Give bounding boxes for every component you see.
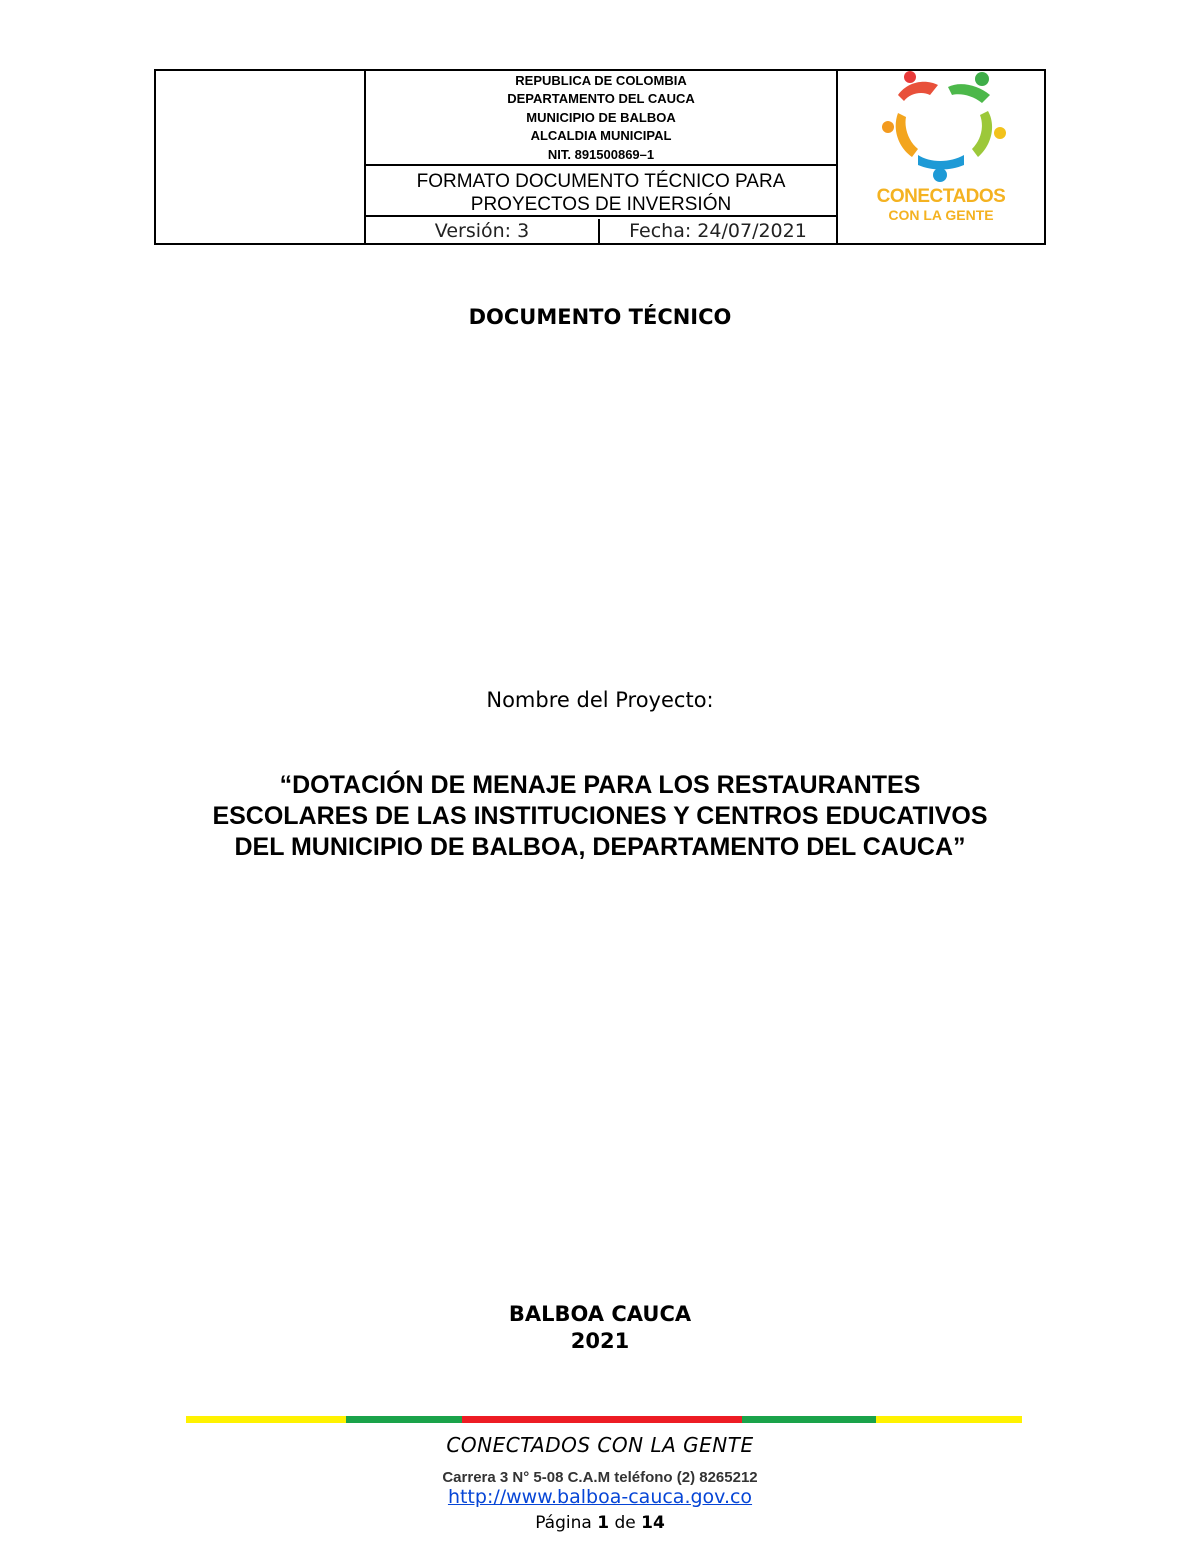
document-title: DOCUMENTO TÉCNICO	[468, 305, 732, 329]
format-title	[366, 168, 836, 217]
place-year-block	[0, 1301, 1200, 1355]
year: 2021	[570, 1329, 630, 1353]
institution-line: MUNICIPIO DE BALBOA	[526, 109, 676, 125]
footer-stripe-yellow-right	[876, 1416, 1022, 1423]
footer-address: Carrera 3 N° 5-08 C.A.M teléfono (2) 8265212	[442, 1469, 758, 1486]
footer-website-link[interactable]: http://www.balboa-cauca.gov.co	[447, 1486, 753, 1508]
logo-text-line2: CON LA GENTE	[888, 207, 994, 223]
institution-line: DEPARTAMENTO DEL CAUCA	[507, 91, 695, 107]
project-name-line: ESCOLARES DE LAS INSTITUCIONES Y CENTROS EDUCATIVOS	[212, 802, 988, 830]
institution-line: NIT. 891500869–1	[547, 146, 655, 162]
page-number	[0, 1513, 1200, 1533]
page-prefix: Página	[535, 1513, 592, 1533]
place-name: BALBOA CAUCA	[508, 1302, 692, 1326]
format-title-line: PROYECTOS DE INVERSIÓN	[470, 194, 732, 215]
institution-block	[366, 71, 836, 166]
version-cell: Versión: 3	[366, 219, 600, 243]
format-title-line: FORMATO DOCUMENTO TÉCNICO PARA	[416, 171, 786, 192]
header-center-cell	[366, 71, 838, 243]
institution-line: ALCALDIA MUNICIPAL	[530, 128, 672, 144]
header-logo-cell	[838, 71, 1044, 243]
people-circle-logo-icon	[878, 71, 1008, 183]
page-current: 1	[597, 1513, 610, 1533]
logo-text-line1: CONECTADOS	[876, 186, 1006, 207]
project-label: Nombre del Proyecto:	[486, 688, 714, 712]
project-name-line: DEL MUNICIPIO DE BALBOA, DEPARTAMENTO DEL CAUCA”	[234, 833, 966, 861]
footer-stripe-green-left	[346, 1416, 462, 1423]
footer-slogan: CONECTADOS CON LA GENTE	[446, 1433, 754, 1457]
date-cell: Fecha: 24/07/2021	[629, 220, 807, 242]
project-name-line: “DOTACIÓN DE MENAJE PARA LOS RESTAURANTES	[279, 771, 921, 799]
institution-line: REPUBLICA DE COLOMBIA	[515, 73, 687, 88]
footer-stripe-red	[462, 1416, 742, 1423]
footer-stripe-green-right	[742, 1416, 876, 1423]
header-table	[154, 69, 1046, 245]
project-name	[150, 770, 1050, 863]
header-left-cell	[156, 71, 366, 243]
page-total: 14	[641, 1513, 665, 1533]
page-of: de	[614, 1513, 636, 1533]
footer-stripe-yellow-left	[186, 1416, 346, 1423]
